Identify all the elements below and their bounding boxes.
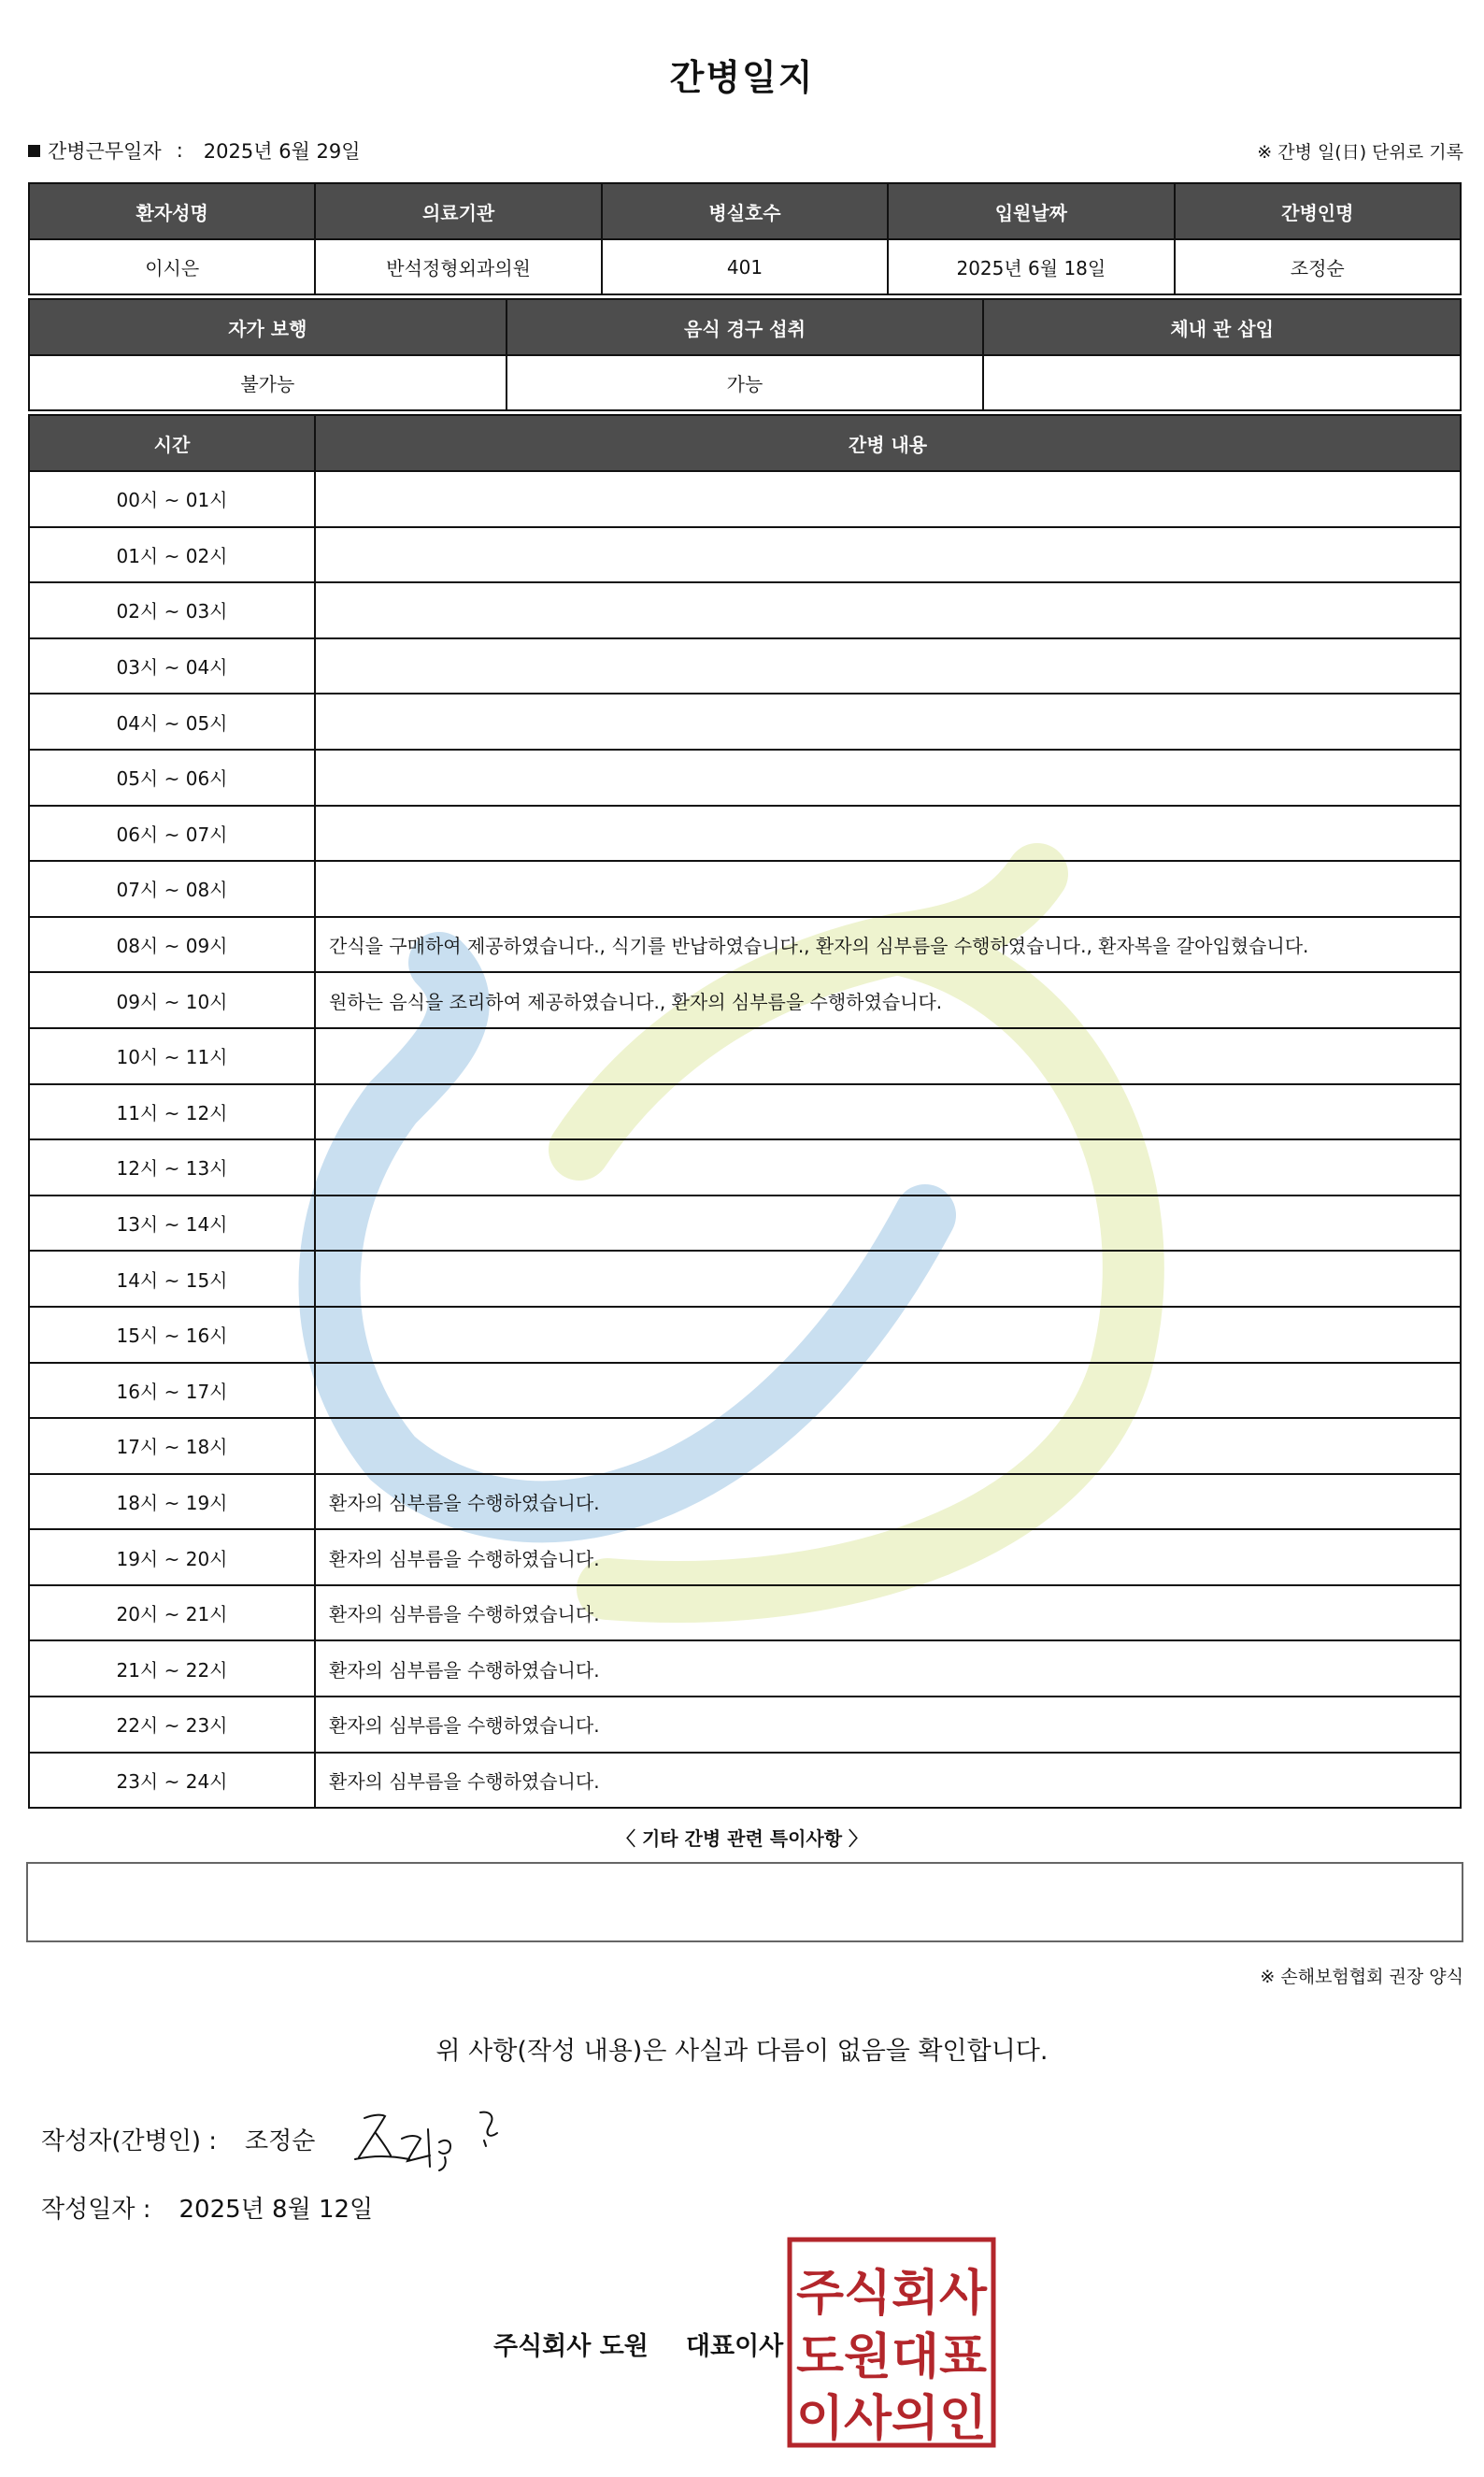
care-content (315, 582, 1461, 638)
care-log-row (29, 1028, 1461, 1084)
writer-label: 작성자(간병인) : (41, 2127, 218, 2155)
header-patient-name: 환자성명 (29, 183, 315, 239)
writer-line (41, 2122, 315, 2156)
company-line (493, 2326, 783, 2362)
care-content: 환자의 심부름을 수행하였습니다. (315, 1697, 1461, 1753)
care-content (315, 1363, 1461, 1419)
care-log-table (28, 414, 1462, 1809)
work-date-separator: : (176, 139, 183, 162)
care-content (315, 1084, 1461, 1140)
work-date-line (28, 136, 361, 165)
care-content (315, 1307, 1461, 1363)
time-slot: 21시 ~ 22시 (29, 1640, 315, 1697)
care-log-row (29, 471, 1461, 527)
care-log-row (29, 1418, 1461, 1474)
time-slot: 05시 ~ 06시 (29, 750, 315, 806)
care-log-row (29, 527, 1461, 583)
care-content (315, 861, 1461, 917)
room-number: 401 (602, 239, 888, 294)
time-slot: 11시 ~ 12시 (29, 1084, 315, 1140)
written-date-value: 2025년 8월 12일 (178, 2196, 374, 2224)
standard-form-note: ※ 손해보험협회 권장 양식 (1260, 1967, 1463, 1987)
care-content (315, 1028, 1461, 1084)
time-slot: 06시 ~ 07시 (29, 806, 315, 862)
care-log-header-row (29, 415, 1461, 471)
time-slot: 00시 ~ 01시 (29, 471, 315, 527)
care-content: 환자의 심부름을 수행하였습니다. (315, 1753, 1461, 1809)
care-content (315, 527, 1461, 583)
header-time: 시간 (29, 415, 315, 471)
written-date-label: 작성일자 : (41, 2196, 151, 2224)
care-content: 환자의 심부름을 수행하였습니다. (315, 1529, 1461, 1585)
time-slot: 19시 ~ 20시 (29, 1529, 315, 1585)
written-date-line (41, 2190, 373, 2225)
confirmation-statement: 위 사항(작성 내용)은 사실과 다름이 없음을 확인합니다. (435, 2037, 1049, 2066)
company-name: 주식회사 도원 (493, 2332, 649, 2361)
care-log-row (29, 1251, 1461, 1307)
time-slot: 13시 ~ 14시 (29, 1196, 315, 1252)
care-log-row (29, 1529, 1461, 1585)
oral-intake-value: 가능 (507, 355, 984, 410)
self-walking-value: 불가능 (29, 355, 507, 410)
seal-line-2: 도원대표 (796, 2329, 987, 2385)
time-slot: 22시 ~ 23시 (29, 1697, 315, 1753)
care-log-row (29, 917, 1461, 973)
care-content (315, 471, 1461, 527)
care-content (315, 1139, 1461, 1196)
care-log-row (29, 750, 1461, 806)
hospital-name: 반석정형외과의원 (315, 239, 601, 294)
header-room-number: 병실호수 (602, 183, 888, 239)
patient-status-value-row (29, 355, 1461, 410)
care-log-row (29, 694, 1461, 750)
work-date-label: 간병근무일자 (48, 140, 162, 163)
care-log-row (29, 1585, 1461, 1641)
header-caregiver-name: 간병인명 (1175, 183, 1461, 239)
care-log-body (29, 471, 1461, 1808)
header-oral-intake: 음식 경구 섭취 (507, 299, 984, 355)
tube-insertion-value (983, 355, 1461, 410)
care-log-row (29, 638, 1461, 694)
time-slot: 07시 ~ 08시 (29, 861, 315, 917)
caregiver-name: 조정순 (1175, 239, 1461, 294)
patient-name: 이시은 (29, 239, 315, 294)
patient-info-header-row (29, 183, 1461, 239)
care-content: 환자의 심부름을 수행하였습니다. (315, 1585, 1461, 1641)
time-slot: 23시 ~ 24시 (29, 1753, 315, 1809)
seal-line-1: 주식회사 (796, 2266, 988, 2322)
writer-name: 조정순 (245, 2127, 316, 2155)
time-slot: 20시 ~ 21시 (29, 1585, 315, 1641)
care-log-row (29, 582, 1461, 638)
care-content (315, 1251, 1461, 1307)
care-log-row (29, 1640, 1461, 1697)
unit-note: ※ 간병 일(日) 단위로 기록 (1257, 142, 1463, 163)
care-log-row (29, 861, 1461, 917)
time-slot: 01시 ~ 02시 (29, 527, 315, 583)
time-slot: 10시 ~ 11시 (29, 1028, 315, 1084)
care-content (315, 1418, 1461, 1474)
care-content: 환자의 심부름을 수행하였습니다. (315, 1640, 1461, 1697)
header-hospital: 의료기관 (315, 183, 601, 239)
care-log-row (29, 1084, 1461, 1140)
care-log-row (29, 1753, 1461, 1809)
time-slot: 02시 ~ 03시 (29, 582, 315, 638)
special-notes-heading: 〈 기타 간병 관련 특이사항 〉 (616, 1827, 867, 1850)
time-slot: 09시 ~ 10시 (29, 972, 315, 1028)
care-log-row (29, 1363, 1461, 1419)
care-content: 원하는 음식을 조리하여 제공하였습니다., 환자의 심부름을 수행하였습니다. (315, 972, 1461, 1028)
patient-info-table (28, 182, 1462, 295)
patient-status-table (28, 298, 1462, 411)
care-log-row (29, 1139, 1461, 1196)
time-slot: 14시 ~ 15시 (29, 1251, 315, 1307)
admission-date: 2025년 6월 18일 (888, 239, 1174, 294)
company-seal (787, 2237, 996, 2448)
care-content (315, 806, 1461, 862)
care-log-row (29, 1307, 1461, 1363)
seal-line-3: 이사의인 (796, 2391, 987, 2447)
care-content (315, 1196, 1461, 1252)
care-log-row (29, 1697, 1461, 1753)
header-self-walking: 자가 보행 (29, 299, 507, 355)
care-log-row (29, 806, 1461, 862)
time-slot: 18시 ~ 19시 (29, 1474, 315, 1530)
time-slot: 08시 ~ 09시 (29, 917, 315, 973)
handwritten-signature (353, 2101, 521, 2176)
ceo-title: 대표이사 (685, 2332, 784, 2361)
header-tube-insertion: 체내 관 삽입 (983, 299, 1461, 355)
care-log-row (29, 1196, 1461, 1252)
time-slot: 04시 ~ 05시 (29, 694, 315, 750)
care-content: 환자의 심부름을 수행하였습니다. (315, 1474, 1461, 1530)
header-admission-date: 입원날짜 (888, 183, 1174, 239)
care-content: 간식을 구매하여 제공하였습니다., 식기를 반납하였습니다., 환자의 심부름을 수행하였습니다., 환자복을 갈아입혔습니다. (315, 917, 1461, 973)
square-bullet-icon (28, 145, 40, 157)
care-content (315, 750, 1461, 806)
patient-info-value-row (29, 239, 1461, 294)
care-log-row (29, 972, 1461, 1028)
time-slot: 17시 ~ 18시 (29, 1418, 315, 1474)
time-slot: 16시 ~ 17시 (29, 1363, 315, 1419)
special-notes-box (26, 1862, 1463, 1942)
care-content (315, 638, 1461, 694)
time-slot: 15시 ~ 16시 (29, 1307, 315, 1363)
work-date-value: 2025년 6월 29일 (203, 140, 361, 163)
document-title: 간병일지 (669, 57, 815, 98)
time-slot: 03시 ~ 04시 (29, 638, 315, 694)
care-log-row (29, 1474, 1461, 1530)
header-care-content: 간병 내용 (315, 415, 1461, 471)
patient-status-header-row (29, 299, 1461, 355)
care-content (315, 694, 1461, 750)
time-slot: 12시 ~ 13시 (29, 1139, 315, 1196)
